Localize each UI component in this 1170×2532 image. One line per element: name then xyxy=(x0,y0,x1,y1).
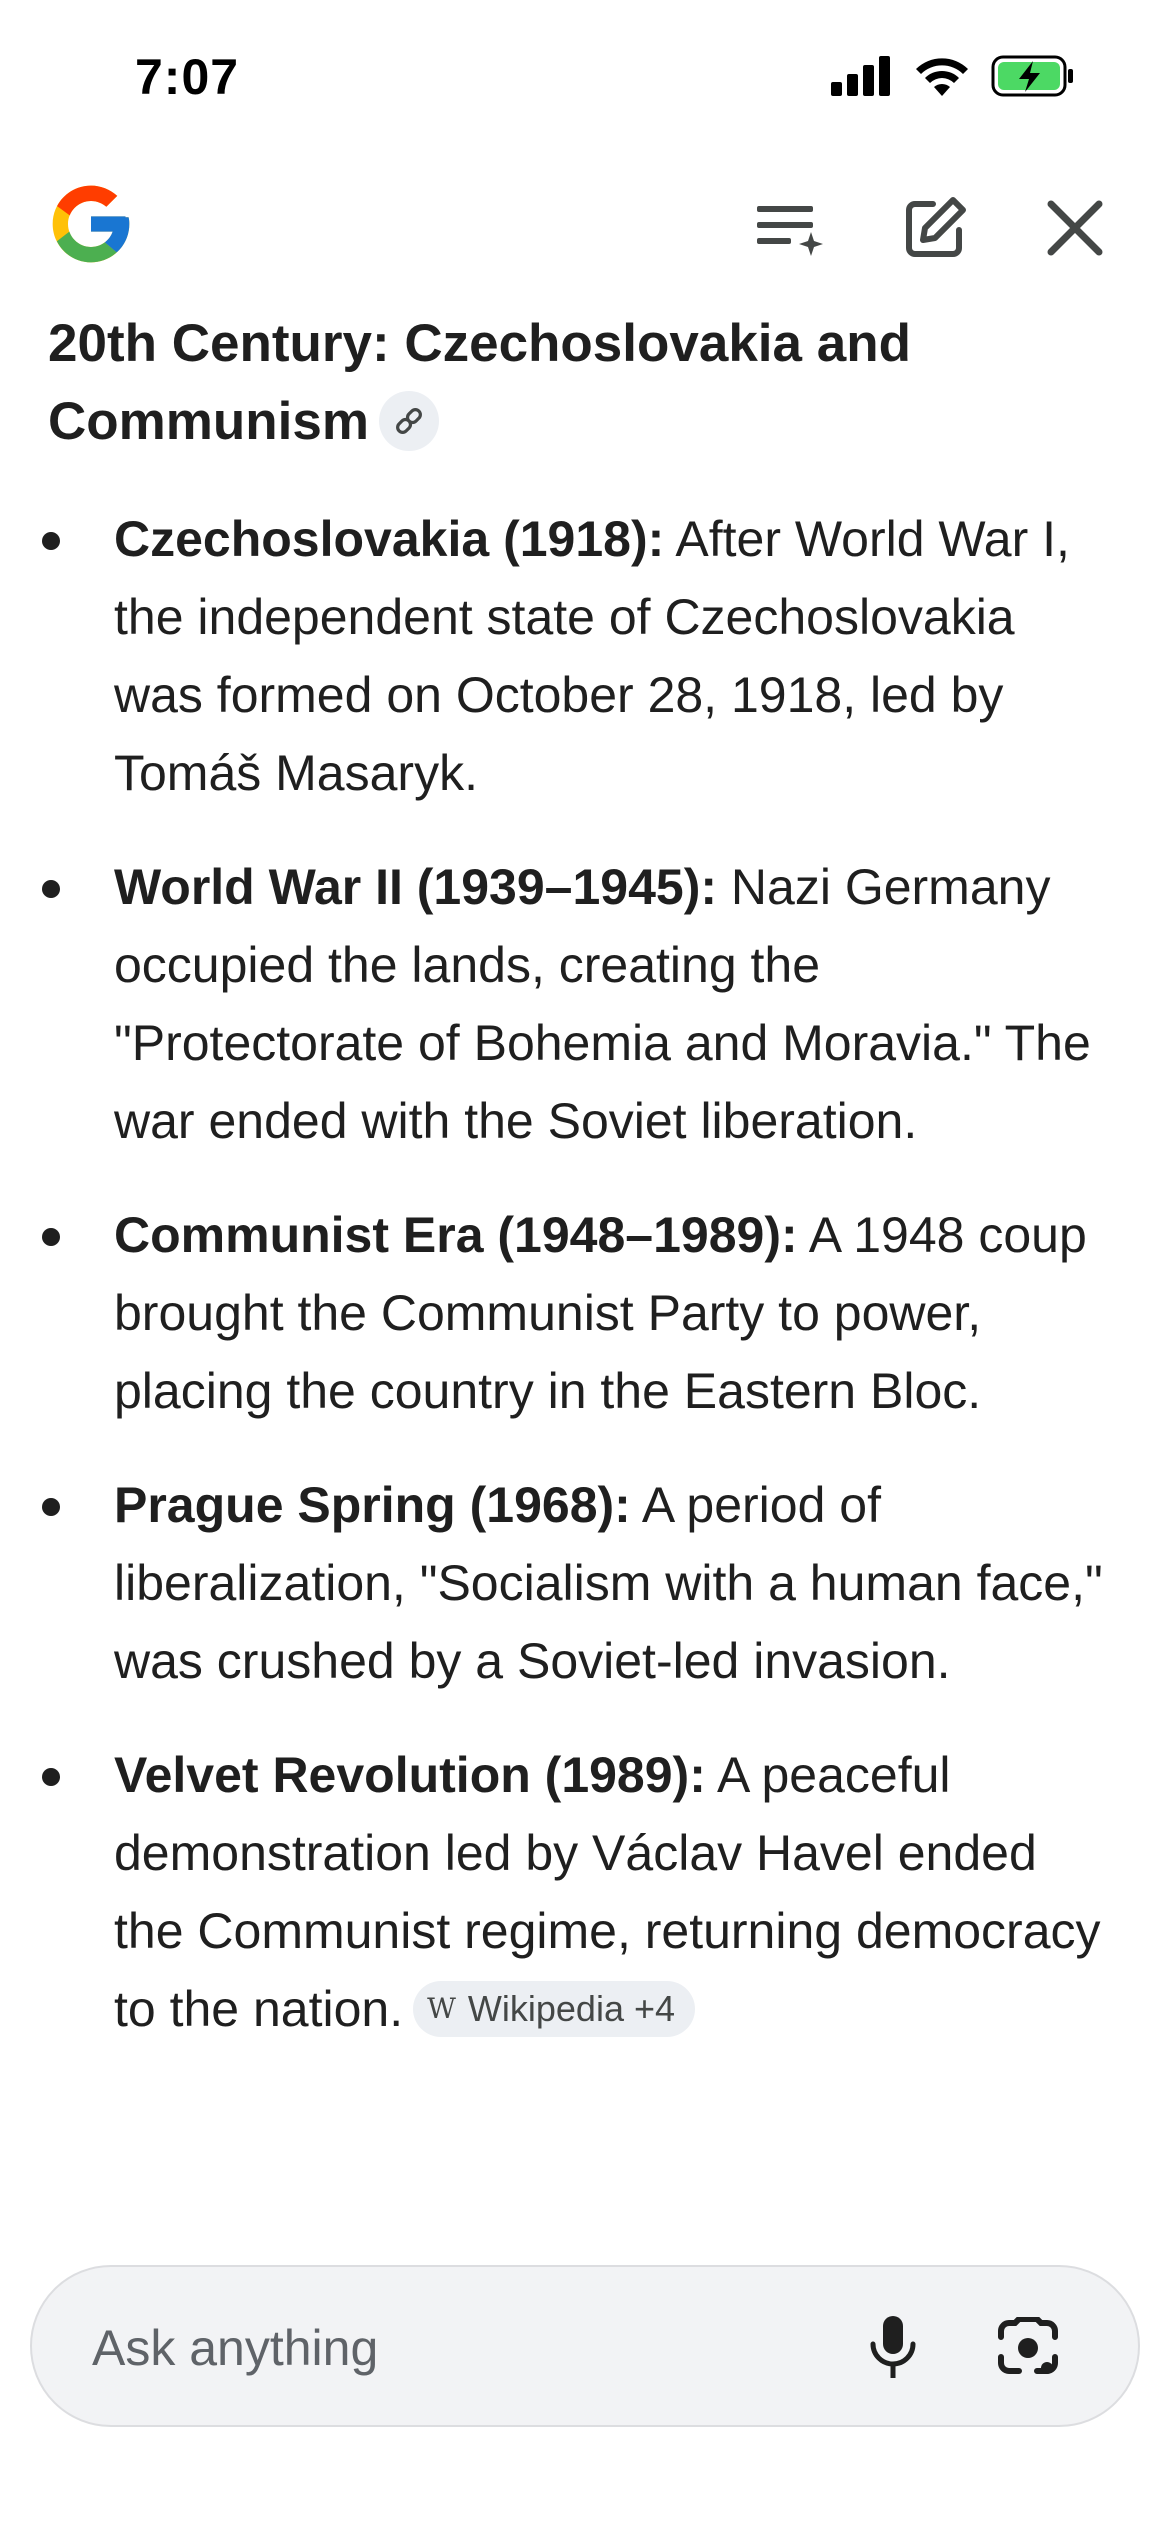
camera-lens-icon xyxy=(995,2317,1061,2377)
item-text: A peaceful demonstration led by Václav Havel ended the Communist regime, returning democracy to the nation. xyxy=(114,1747,1101,2037)
item-text: A 1948 coup brought the Communist Party to power, placing the country in the Eastern Bloc. xyxy=(114,1207,1087,1419)
ask-input-placeholder[interactable]: Ask anything xyxy=(92,2320,379,2376)
google-lens-button[interactable] xyxy=(988,2307,1068,2387)
microphone-icon xyxy=(869,2314,917,2380)
list-item xyxy=(0,1466,1170,1700)
link-icon xyxy=(393,405,425,437)
bullet-icon xyxy=(42,1498,60,1516)
item-text: A period of liberalization, "Socialism with a human face," was crushed by a Soviet-led invasion. xyxy=(114,1477,1103,1689)
history-list xyxy=(0,500,1170,2084)
source-chip[interactable] xyxy=(413,1981,695,2037)
status-bar xyxy=(0,0,1170,150)
history-list-button[interactable] xyxy=(750,188,830,268)
battery-charging-icon xyxy=(991,55,1075,97)
status-icons xyxy=(831,55,1075,97)
status-time: 7:07 xyxy=(135,49,240,105)
item-heading: Prague Spring (1968): xyxy=(114,1477,631,1533)
answer-title xyxy=(48,305,1088,461)
item-text: After World War I, the independent state of Czechoslovakia was formed on October 28, 1918, led by Tomáš Masaryk. xyxy=(114,511,1070,801)
list-sparkle-icon xyxy=(755,198,825,258)
item-heading: Czechoslovakia (1918): xyxy=(114,511,665,567)
close-button[interactable] xyxy=(1035,188,1115,268)
item-text: Nazi Germany occupied the lands, creating the "Protectorate of Bohemia and Moravia." The war ended with the Soviet liberation. xyxy=(114,859,1091,1149)
edit-icon xyxy=(903,196,967,260)
item-heading: World War II (1939–1945): xyxy=(114,859,718,915)
bullet-icon xyxy=(42,880,60,898)
list-item xyxy=(0,1196,1170,1430)
item-heading: Velvet Revolution (1989): xyxy=(114,1747,706,1803)
close-icon xyxy=(1047,200,1103,256)
cellular-signal-icon xyxy=(831,56,893,96)
app-header xyxy=(0,170,1170,290)
answer-title-text: 20th Century: Czechoslovakia and Communism xyxy=(48,314,911,451)
google-g-logo[interactable] xyxy=(45,178,137,270)
bullet-icon xyxy=(42,532,60,550)
wikipedia-icon: W xyxy=(427,1991,456,2025)
list-item xyxy=(0,500,1170,812)
source-chip-label: Wikipedia +4 xyxy=(467,1987,676,2029)
bullet-icon xyxy=(42,1768,60,1786)
item-heading: Communist Era (1948–1989): xyxy=(114,1207,798,1263)
bullet-icon xyxy=(42,1228,60,1246)
wifi-icon xyxy=(915,56,969,96)
voice-input-button[interactable] xyxy=(853,2307,933,2387)
new-chat-button[interactable] xyxy=(895,188,975,268)
copy-link-button[interactable] xyxy=(379,391,439,451)
list-item xyxy=(0,848,1170,1160)
ask-input-bar[interactable] xyxy=(30,2265,1140,2427)
list-item xyxy=(0,1736,1170,2048)
